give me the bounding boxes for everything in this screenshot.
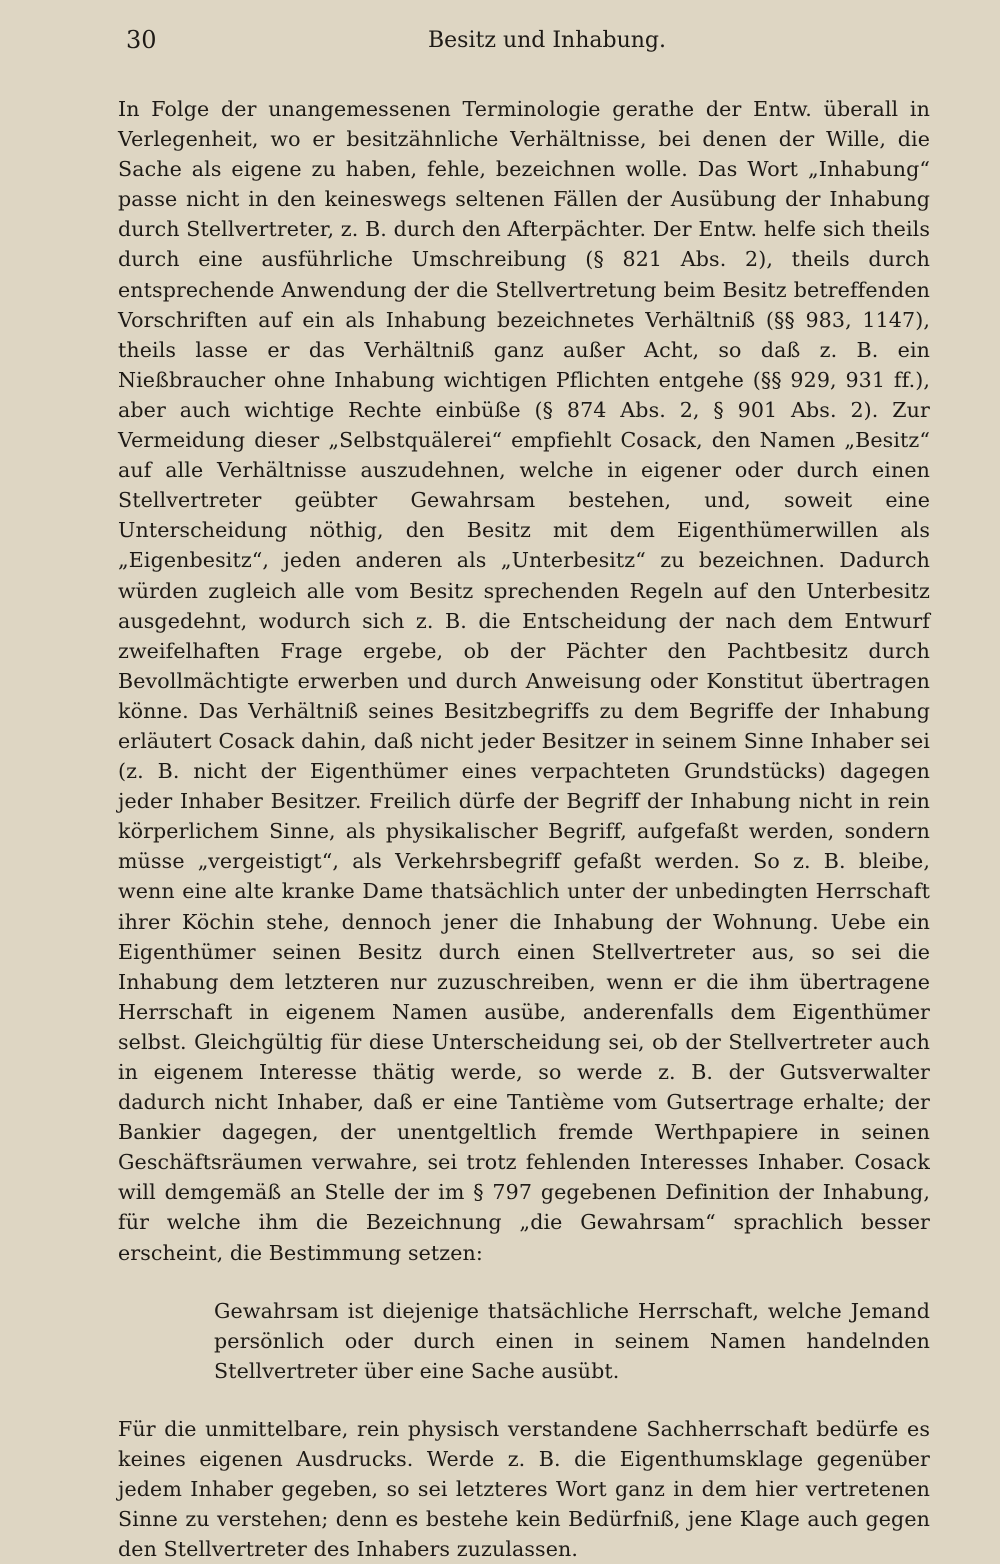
running-title: Besitz und Inhabung.: [428, 28, 666, 53]
quote-text: Gewahrsam ist diejenige thatsächliche Herrschaft, welche Jemand persönlich oder durch einen in seinem Namen handelnden Stellvertreter über eine Sache ausübt.: [214, 1298, 930, 1383]
body-text: [118, 94, 930, 1564]
closing-paragraph: Für die unmittelbare, rein physisch verstandene Sachherrschaft bedürfe es keines eigenen Ausdrucks. Werde z. B. die Eigenthumsklage gegenüber jedem Inhaber gegeben, so sei letzteres Wort ganz in dem hier vertretenen Sinne zu verstehen; denn es bestehe kein Bedürfniß, jene Klage auch gegen den Stellvertreter des Inhabers zuzulassen.: [118, 1416, 930, 1562]
page-number: 30: [126, 26, 157, 54]
page-header: [118, 26, 930, 66]
block-quote: [214, 1296, 930, 1386]
main-paragraph: In Folge der unangemessenen Terminologie gerathe der Entw. überall in Verlegenheit, wo er besitzähnliche Verhältnisse, bei denen der Wille, die Sache als eigene zu haben, fehle, bezeichnen wolle. Das Wort „Inhabung“ passe nicht in den keineswegs seltenen Fällen der Ausübung der Inhabung durch Stellvertreter, z. B. durch den Afterpächter. Der Entw. helfe sich theils durch eine ausführliche Umschreibung (§ 821 Abs. 2), theils durch entsprechende Anwendung der die Stellvertretung beim Besitz betreffenden Vorschriften auf ein als Inhabung bezeichnetes Verhältniß (§§ 983, 1147), theils lasse er das Verhältniß ganz außer Acht, so daß z. B. ein Nießbraucher ohne Inhabung wichtigen Pflichten entgehe (§§ 929, 931 ff.), aber auch wichtige Rechte einbüße (§ 874 Abs. 2, § 901 Abs. 2). Zur Vermeidung dieser „Selbstquälerei“ empfiehlt Cosack, den Namen „Besitz“ auf alle Verhältnisse auszudehnen, welche in eigener oder durch einen Stellvertreter geübter Gewahrsam bestehen, und, soweit eine Unterscheidung nöthig, den Besitz mit dem Eigenthümerwillen als „Eigenbesitz“, jeden anderen als „Unterbesitz“ zu bezeichnen. Dadurch würden zugleich alle vom Besitz sprechenden Regeln auf den Unterbesitz ausgedehnt, wodurch sich z. B. die Entscheidung der nach dem Entwurf zweifelhaften Frage ergebe, ob der Pächter den Pachtbesitz durch Bevollmächtigte erwerben und durch Anweisung oder Konstitut übertragen könne. Das Verhältniß seines Besitzbegriffs zu dem Begriffe der Inhabung erläutert Cosack dahin, daß nicht jeder Besitzer in seinem Sinne Inhaber sei (z. B. nicht der Eigenthümer eines verpachteten Grundstücks) dagegen jeder Inhaber Besitzer. Freilich dürfe der Begriff der Inhabung nicht in rein körperlichem Sinne, als physikalischer Begriff, aufgefaßt werden, sondern müsse „vergeistigt“, als Verkehrsbegriff gefaßt werden. So z. B. bleibe, wenn eine alte kranke Dame thatsächlich unter der unbedingten Herrschaft ihrer Köchin stehe, dennoch jener die Inhabung der Wohnung. Uebe ein Eigenthümer seinen Besitz durch einen Stellvertreter aus, so sei die Inhabung dem letzteren nur zuzuschreiben, wenn er die ihm übertragene Herrschaft in eigenem Namen ausübe, anderenfalls dem Eigenthümer selbst. Gleichgültig für diese Unterscheidung sei, ob der Stellvertreter auch in eigenem Interesse thätig werde, so werde z. B. der Gutsverwalter dadurch nicht Inhaber, daß er eine Tantième vom Gutsertrage erhalte; der Bankier dagegen, der unentgeltlich fremde Werthpapiere in seinen Geschäftsräumen verwahre, sei trotz fehlenden Interesses Inhaber. Cosack will demgemäß an Stelle der im § 797 gegebenen Definition der Inhabung, für welche ihm die Bezeichnung „die Gewahrsam“ sprachlich besser erscheint, die Bestimmung setzen:: [118, 97, 930, 1265]
